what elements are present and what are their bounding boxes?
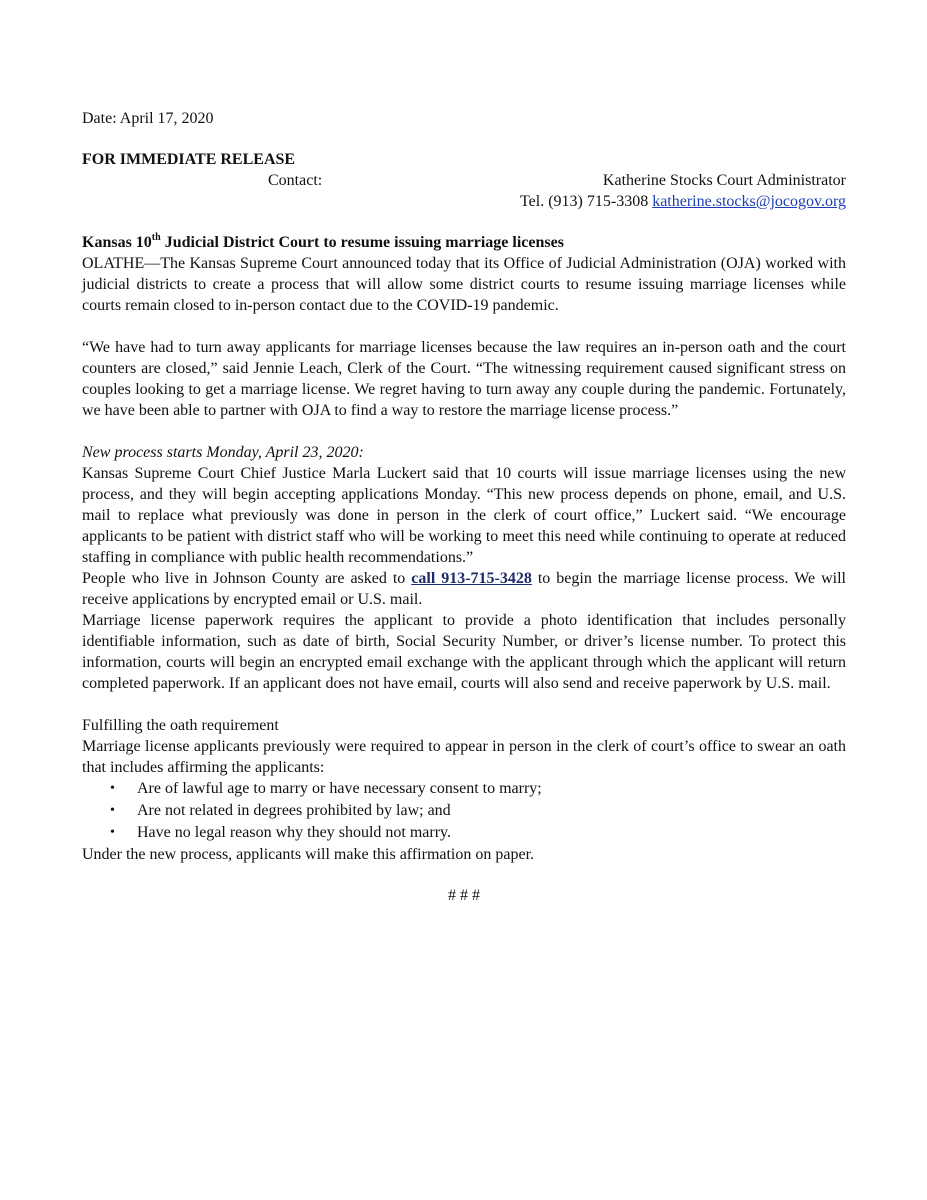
list-item: • Have no legal reason why they should not marry. — [137, 822, 846, 844]
call-phone-link[interactable]: call 913-715-3428 — [411, 570, 532, 587]
list-item: • Are not related in degrees prohibited by law; and — [137, 800, 846, 822]
paperwork-paragraph: Marriage license paperwork requires the applicant to provide a photo identification that includes personally identifiable information, such as date of birth, Social Security Number, or driver’s license number. To protect this information, courts will begin an encrypted email exchange with the applicant through which the applicant will return completed paperwork. If an applicant does not have email, courts will also send and receive paperwork by U.S. mail. — [82, 612, 846, 692]
oath-bullet-list — [82, 778, 846, 844]
oath-heading: Fulfilling the oath requirement — [82, 717, 279, 734]
call-to-action-post: to begin the marriage license process. We will receive applications by encrypted email or U.S. mail. — [82, 570, 846, 608]
contact-label: Contact: — [268, 172, 323, 189]
oath-intro-paragraph: Marriage license applicants previously were required to appear in person in the clerk of court’s office to swear an oath that includes affirming the applicants: — [82, 738, 846, 776]
new-process-paragraph: Kansas Supreme Court Chief Justice Marla Luckert said that 10 courts will issue marriage licenses using the new process, and they will begin accepting applications Monday. “This new process depends on phone, email, and U.S. mail to replace what previously was done in person in the clerk of court office,” Luckert said. “We encourage applicants to be patient with district staff who will be working to meet this need while continuing to operate at reduced staffing in compliance with public health recommendations.” — [82, 465, 846, 566]
closing-paragraph: Under the new process, applicants will make this affirmation on paper. — [82, 846, 535, 863]
headline — [82, 232, 846, 253]
new-process-heading: New process starts Monday, April 23, 2020: — [82, 444, 364, 461]
call-to-action — [82, 568, 846, 610]
press-release-page — [82, 108, 846, 906]
call-to-action-pre: People who live in Johnson County are asked to — [82, 570, 412, 587]
release-label: FOR IMMEDIATE RELEASE — [82, 151, 296, 168]
contact-name: Katherine Stocks Court Administrator — [602, 172, 846, 189]
headline-post: Judicial District Court to resume issuing marriage licenses — [160, 234, 564, 251]
list-item: • Are of lawful age to marry or have necessary consent to marry; — [137, 778, 846, 800]
quote-paragraph: “We have had to turn away applicants for marriage licenses because the law requires an in-person oath and the court counters are closed,” said Jennie Leach, Clerk of the Court. “The witnessing requirement caused significant stress on couples looking to get a marriage license. We regret having to turn away any couple during the pandemic. Fortunately, we have been able to partner with OJA to find a way to restore the marriage license process.” — [82, 339, 846, 419]
contact-email-link[interactable]: katherine.stocks@jocogov.org — [652, 193, 846, 210]
release-date: Date: April 17, 2020 — [82, 110, 214, 127]
contact-tel-row — [82, 191, 846, 212]
intro-paragraph: OLATHE—The Kansas Supreme Court announced today that its Office of Judicial Administration (OJA) worked with judicial districts to create a process that will allow some district courts to resume issuing marriage licenses while courts remain closed to in-person contact due to the COVID-19 pandemic. — [82, 255, 846, 314]
contact-row — [82, 170, 846, 191]
headline-sup: th — [151, 231, 161, 243]
end-mark: # # # — [448, 887, 480, 904]
headline-pre: Kansas 10 — [82, 234, 152, 251]
contact-tel: Tel. (913) 715-3308 — [520, 193, 649, 210]
